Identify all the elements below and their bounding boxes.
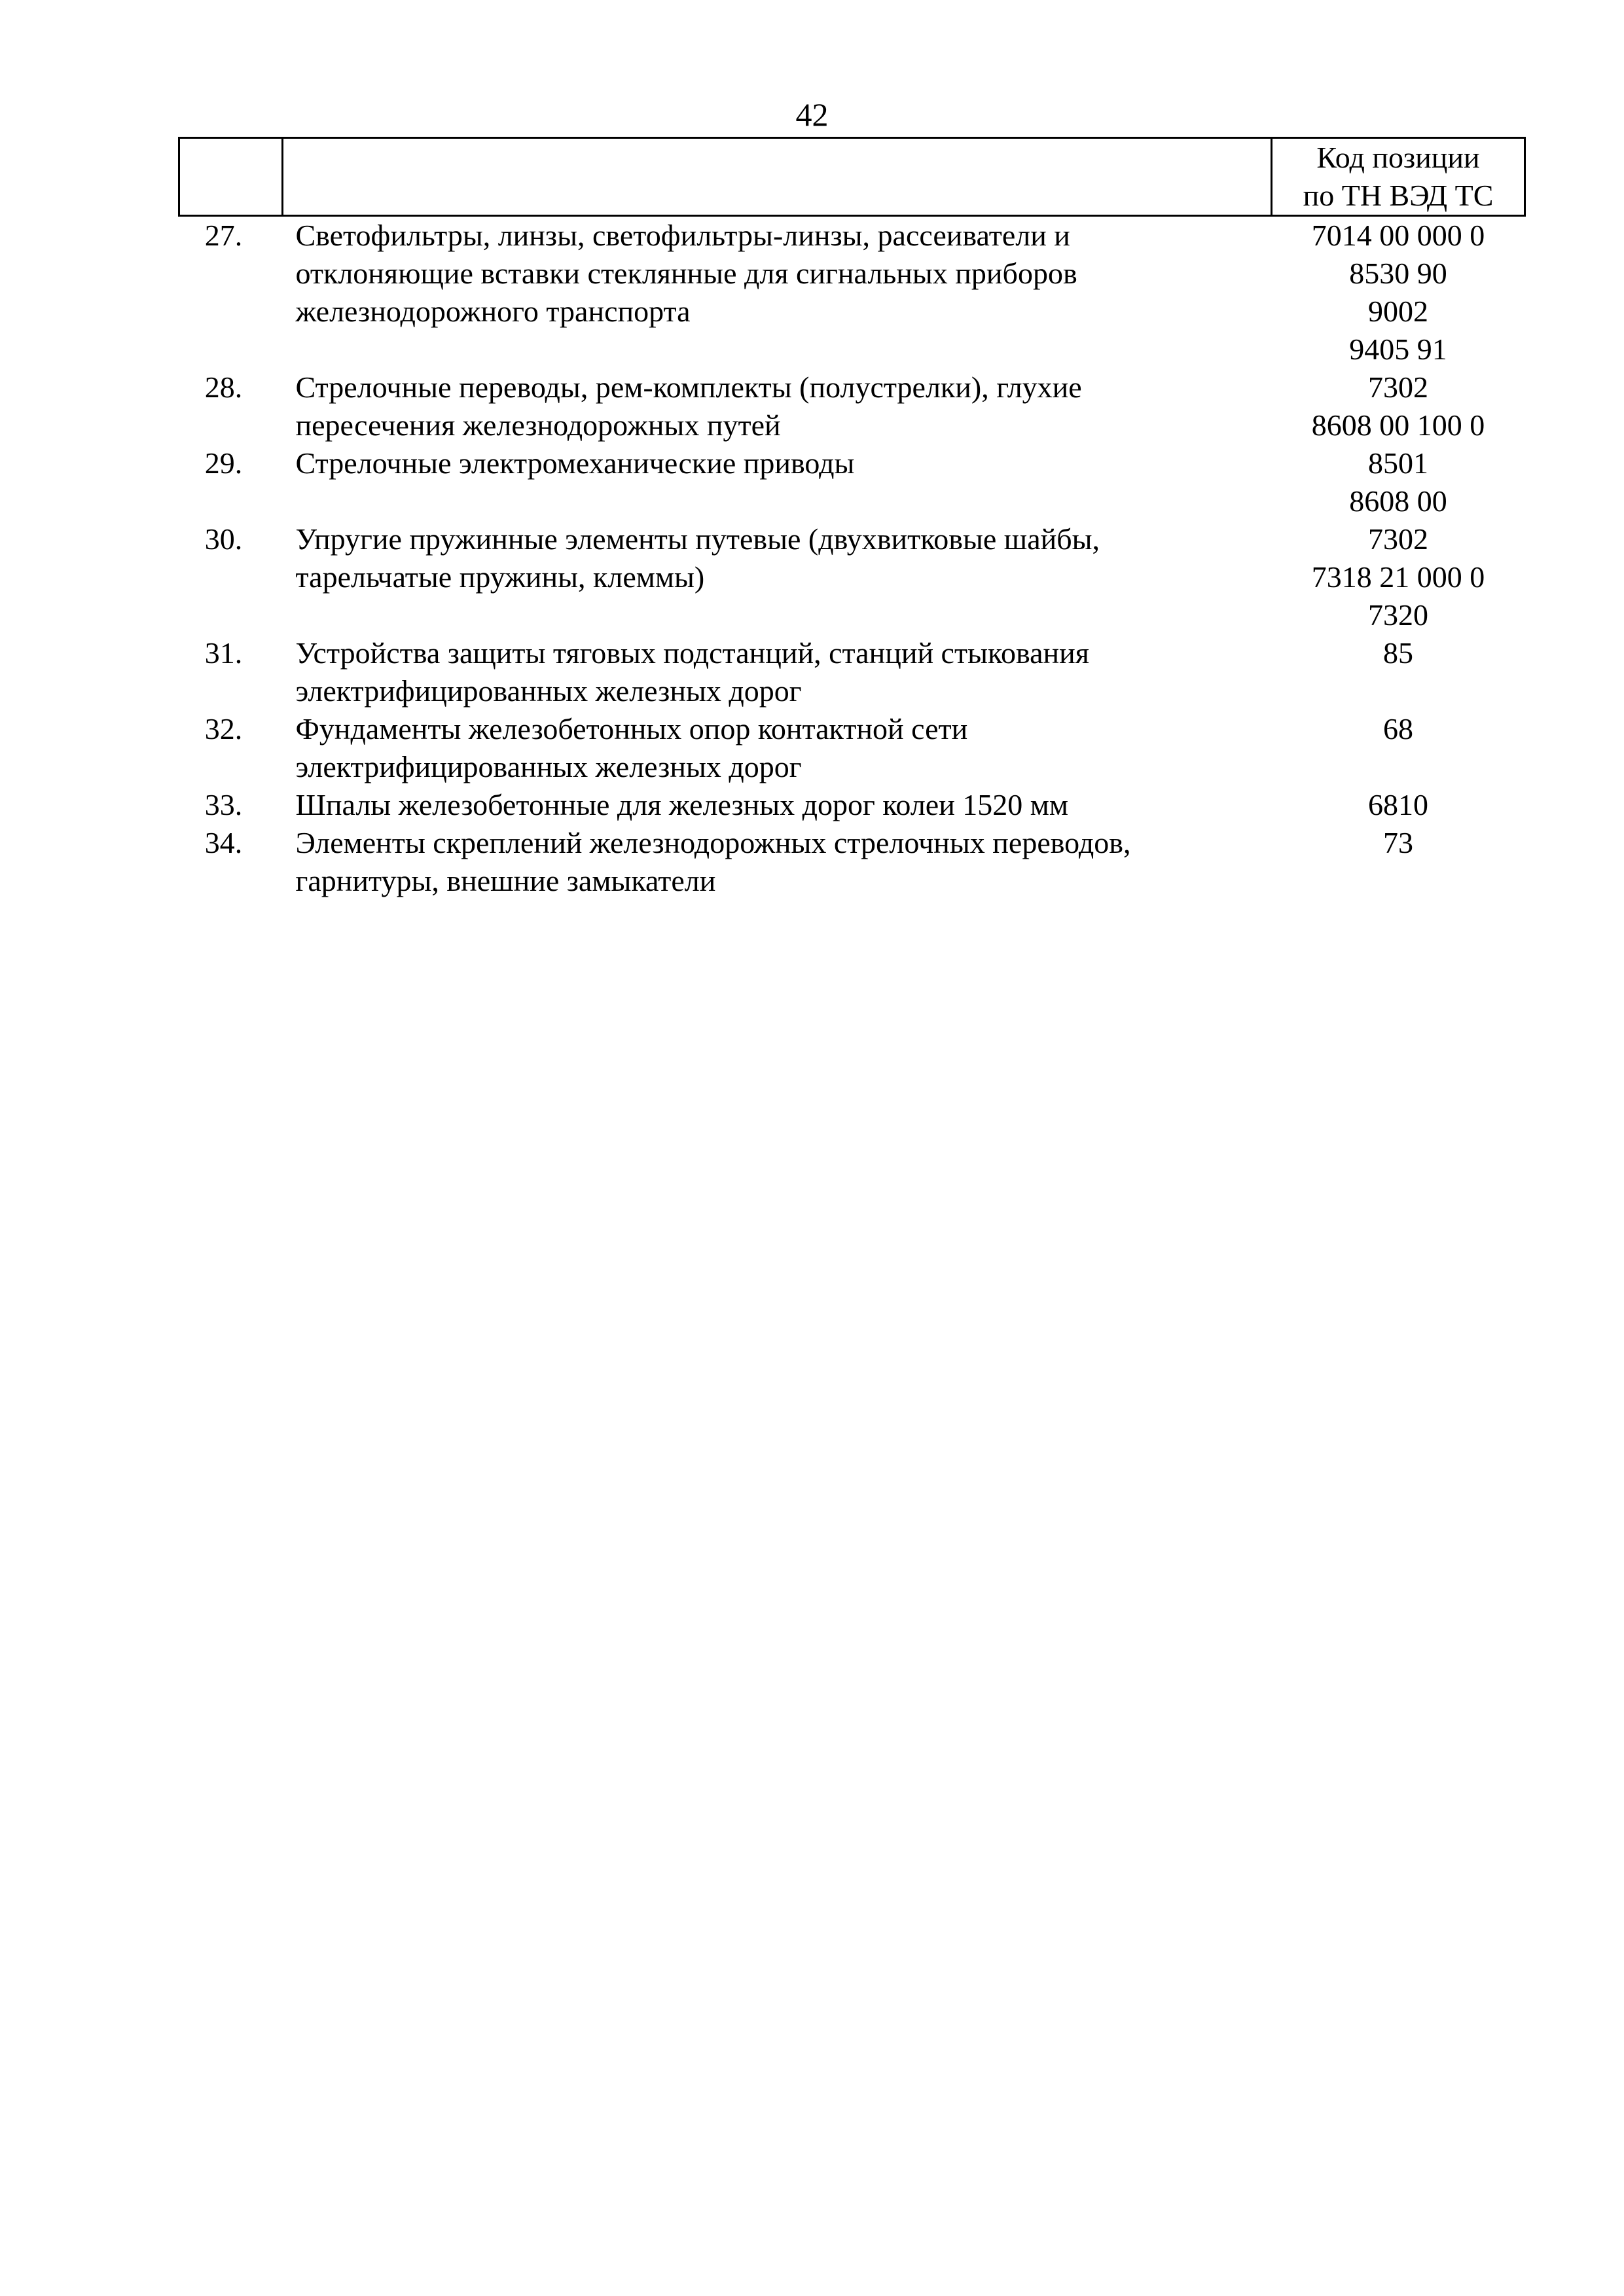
header-number-cell [179,138,283,216]
row-description: Стрелочные электромеханические приводы [295,446,855,480]
row-codes: 7014 00 000 0 8530 90 9002 9405 91 [1311,219,1485,366]
table-row [179,824,1525,900]
row-codes: 7302 7318 21 000 0 7320 [1311,522,1485,632]
header-code-cell: Код позиции по ТН ВЭД ТС [1272,138,1525,216]
row-codes: 85 [1383,636,1413,670]
table-row [179,444,1525,520]
header-description-cell [283,138,1272,216]
row-number: 31. [204,636,243,670]
table-body [179,216,1525,901]
table-row [179,710,1525,786]
row-description: Устройства защиты тяговых подстанций, станций стыкования электрифицированных железных дорог [295,636,1089,708]
table-row [179,520,1525,634]
row-number: 28. [204,370,243,404]
table-row [179,634,1525,710]
row-description: Упругие пружинные элементы путевые (двухвитковые шайбы, тарельчатые пружины, клеммы) [295,522,1100,594]
row-number: 32. [204,712,243,745]
row-number: 30. [204,522,243,556]
row-description: Элементы скреплений железнодорожных стрелочных переводов, гарнитуры, внешние замыкатели [295,826,1131,897]
row-number: 29. [204,446,243,480]
table-header [179,138,1525,216]
row-codes: 8501 8608 00 [1349,446,1447,518]
table-header-row [179,138,1525,216]
row-description: Стрелочные переводы, рем-комплекты (полустрелки), глухие пересечения железнодорожных путей [295,370,1082,442]
row-codes: 6810 [1368,788,1428,821]
row-codes: 7302 8608 00 100 0 [1311,370,1485,442]
row-codes: 68 [1383,712,1413,745]
product-code-table [178,137,1526,900]
row-codes: 73 [1383,826,1413,859]
table-row [179,216,1525,369]
row-number: 27. [204,219,243,252]
row-number: 34. [204,826,243,859]
table-row [179,368,1525,444]
row-description: Фундаменты железобетонных опор контактной сети электрифицированных железных дорог [295,712,968,783]
row-description: Шпалы железобетонные для железных дорог колеи 1520 мм [295,788,1069,821]
table-row [179,786,1525,824]
row-number: 33. [204,788,243,821]
row-description: Светофильтры, линзы, светофильтры-линзы, рассеиватели и отклоняющие вставки стеклянные для сигнальных приборов железнодорожного транспорта [295,219,1077,328]
page-number: 42 [795,96,829,133]
